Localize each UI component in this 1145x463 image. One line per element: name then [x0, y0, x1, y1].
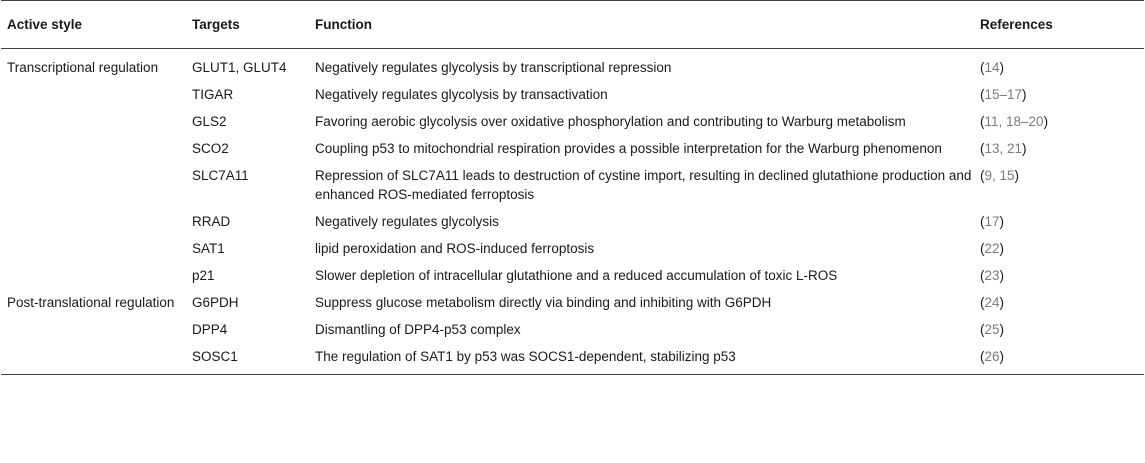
cell-function: Negatively regulates glycolysis by transcriptional repression — [315, 60, 672, 75]
cell-target: GLS2 — [192, 114, 227, 129]
cell-function: Dismantling of DPP4-p53 complex — [315, 322, 521, 337]
cell-active-style — [1, 81, 186, 108]
cell-references — [974, 135, 1144, 162]
table-row — [1, 135, 1144, 162]
reference-open-paren: ( — [980, 295, 985, 310]
cell-target: SCO2 — [192, 141, 229, 156]
reference-link[interactable]: 22 — [984, 241, 1000, 256]
cell-target: SLC7A11 — [192, 168, 249, 183]
table-row — [1, 208, 1144, 235]
cell-references — [974, 235, 1144, 262]
reference-close-paren: ) — [999, 268, 1005, 283]
reference-close-paren: ) — [999, 241, 1005, 256]
cell-active-style — [1, 262, 186, 289]
table-row — [1, 316, 1144, 343]
reference-link[interactable]: 13, 21 — [984, 141, 1023, 156]
cell-references — [974, 162, 1144, 208]
reference-link[interactable]: 17 — [984, 214, 1000, 229]
cell-function: Favoring aerobic glycolysis over oxidative phosphorylation and contributing to Warburg metabolism — [315, 114, 906, 129]
reference-close-paren: ) — [999, 295, 1005, 310]
reference-link[interactable]: 14 — [984, 60, 1000, 75]
reference-close-paren: ) — [999, 322, 1005, 337]
table-row — [1, 81, 1144, 108]
cell-function: The regulation of SAT1 by p53 was SOCS1-dependent, stabilizing p53 — [309, 343, 974, 375]
cell-references — [974, 289, 1144, 316]
cell-target: DPP4 — [192, 322, 228, 337]
table-row — [1, 343, 1144, 375]
header-targets: Targets — [186, 1, 309, 49]
reference-open-paren: ( — [980, 141, 985, 156]
reference-link[interactable]: 24 — [984, 295, 1000, 310]
data-table — [1, 0, 1144, 375]
reference-close-paren: ) — [1043, 114, 1049, 129]
cell-references — [974, 262, 1144, 289]
reference-close-paren: ) — [999, 214, 1005, 229]
header-active-style: Active style — [1, 1, 186, 49]
reference-link[interactable]: 26 — [984, 349, 1000, 364]
cell-active-style — [1, 162, 186, 208]
reference-link[interactable]: 25 — [984, 322, 1000, 337]
reference-open-paren: ( — [980, 168, 985, 183]
cell-target: TIGAR — [192, 87, 234, 102]
cell-function: Negatively regulates glycolysis — [315, 214, 499, 229]
cell-active-style — [1, 316, 186, 343]
header-references: References — [974, 1, 1144, 49]
table-row — [1, 289, 1144, 316]
reference-link[interactable]: 9, 15 — [984, 168, 1015, 183]
cell-active-style: Transcriptional regulation — [7, 60, 159, 75]
cell-target: G6PDH — [192, 295, 239, 310]
reference-open-paren: ( — [980, 241, 985, 256]
cell-active-style — [1, 343, 186, 375]
cell-active-style — [1, 135, 186, 162]
reference-open-paren: ( — [980, 60, 985, 75]
table-row — [1, 162, 1144, 208]
reference-link[interactable]: 15–17 — [984, 87, 1023, 102]
reference-open-paren: ( — [980, 349, 985, 364]
reference-close-paren: ) — [1022, 87, 1027, 102]
table-row — [1, 262, 1144, 289]
cell-target: RRAD — [192, 214, 231, 229]
reference-close-paren: ) — [999, 60, 1005, 75]
cell-references — [974, 343, 1144, 375]
cell-function: Coupling p53 to mitochondrial respiration provides a possible interpretation for the Warburg phenomenon — [315, 141, 942, 156]
cell-active-style — [1, 208, 186, 235]
reference-close-paren: ) — [999, 349, 1005, 364]
table-row — [1, 49, 1144, 82]
cell-target: GLUT1, GLUT4 — [192, 60, 287, 75]
cell-function: Suppress glucose metabolism directly via binding and inhibiting with G6PDH — [315, 295, 772, 310]
cell-target: p21 — [192, 268, 215, 283]
table-row — [1, 108, 1144, 135]
reference-open-paren: ( — [980, 114, 985, 129]
cell-references — [974, 81, 1144, 108]
cell-target: SOSC1 — [186, 343, 309, 375]
reference-open-paren: ( — [980, 87, 985, 102]
cell-references — [974, 108, 1144, 135]
cell-references — [974, 316, 1144, 343]
cell-active-style — [1, 235, 186, 262]
reference-link[interactable]: 23 — [984, 268, 1000, 283]
reference-open-paren: ( — [980, 214, 985, 229]
cell-function: Repression of SLC7A11 leads to destruction of cystine import, resulting in declined glutathione production and enhanced ROS-mediated ferroptosis — [315, 168, 972, 202]
table-body — [1, 49, 1144, 375]
header-row — [1, 1, 1144, 49]
cell-active-style: Post-translational regulation — [7, 295, 175, 310]
cell-function: Slower depletion of intracellular glutathione and a reduced accumulation of toxic L-ROS — [315, 268, 838, 283]
cell-function: Negatively regulates glycolysis by transactivation — [315, 87, 608, 102]
reference-close-paren: ) — [1022, 141, 1027, 156]
cell-references — [974, 208, 1144, 235]
cell-function: lipid peroxidation and ROS-induced ferroptosis — [315, 241, 595, 256]
reference-open-paren: ( — [980, 268, 985, 283]
cell-target: SAT1 — [192, 241, 225, 256]
cell-references — [974, 49, 1144, 82]
reference-link[interactable]: 11, 18–20 — [984, 114, 1044, 129]
reference-open-paren: ( — [980, 322, 985, 337]
reference-close-paren: ) — [1014, 168, 1020, 183]
header-function: Function — [309, 1, 974, 49]
table-row — [1, 235, 1144, 262]
cell-active-style — [1, 108, 186, 135]
